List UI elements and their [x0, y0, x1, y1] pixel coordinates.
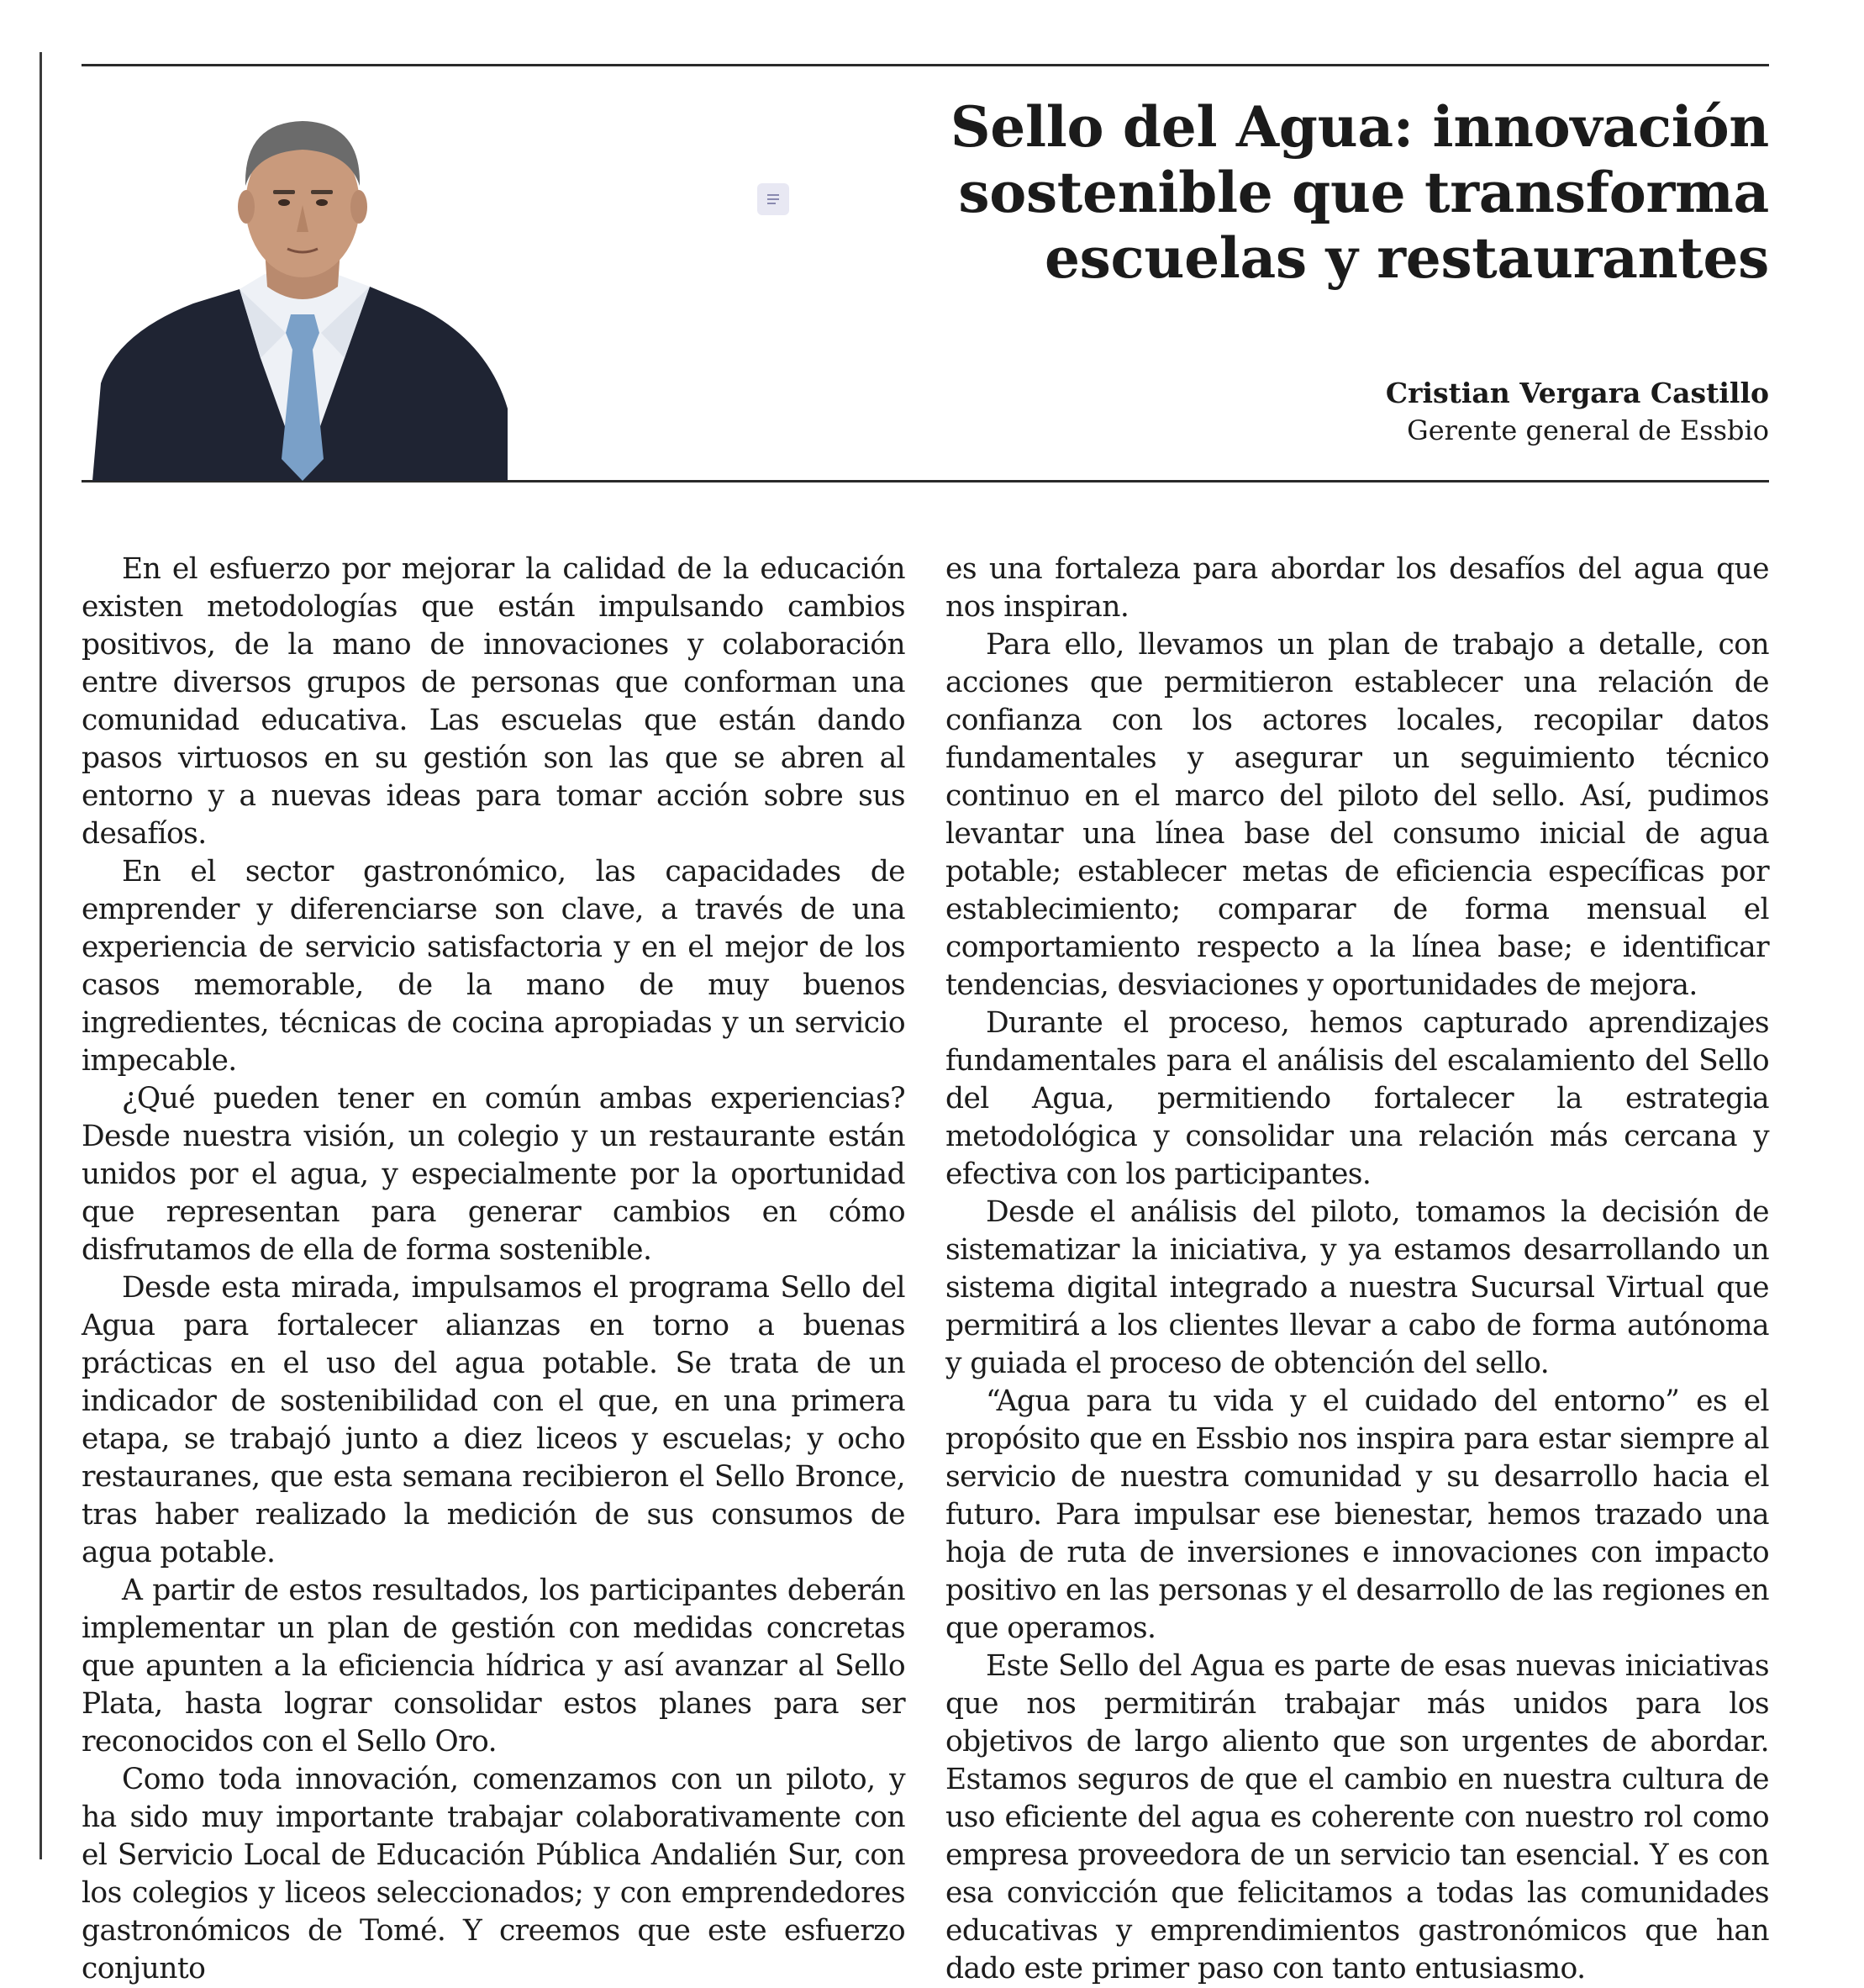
- paragraph: En el esfuerzo por mejorar la calidad de la educación existen metodologías que están impulsando cambios positivos, de la mano de innovaciones y colaboración entre diversos grupos de personas que conforman una comunidad educativa. Las escuelas que están dando pasos virtuosos en su gestión son las que se abren al entorno y a nuevas ideas para tomar acción sobre sus desafíos.: [82, 552, 905, 851]
- article-column-right: [945, 551, 1769, 1988]
- paragraph: Para ello, llevamos un plan de trabajo a detalle, con acciones que permitieron establecer una relación de confianza con los actores locales, recopilar datos fundamentales y asegurar un seguimiento técnico continuo en el marco del piloto del sello. Así, pudimos levantar una línea base del consumo inicial de agua potable; establecer metas de eficiencia específicas por establecimiento; comparar de forma mensual el comportamiento respecto a la línea base; e identificar tendencias, desviaciones y oportunidades de mejora.: [945, 628, 1769, 1002]
- header-top-rule: [82, 64, 1769, 66]
- paragraph: Durante el proceso, hemos capturado aprendizajes fundamentales para el análisis del escalamiento del Sello del Agua, permitiendo fortalecer la estrategia metodológica y consolidar una relación más cercana y efectiva con los participantes.: [945, 1006, 1769, 1191]
- paragraph: ¿Qué pueden tener en común ambas experiencias? Desde nuestra visión, un colegio y un restaurante están unidos por el agua, y especialmente por la oportunidad que representan para generar cambios en cómo disfrutamos de ella de forma sostenible.: [82, 1082, 905, 1267]
- note-icon[interactable]: [757, 183, 789, 215]
- paragraph: Desde el análisis del piloto, tomamos la decisión de sistematizar la iniciativa, y ya estamos desarrollando un sistema digital integrado a nuestra Sucursal Virtual que permitirá a los clientes llevar a cabo de forma autónoma y guiada el proceso de obtención del sello.: [945, 1195, 1769, 1380]
- paragraph-continued: es una fortaleza para abordar los desafíos del agua que nos inspiran.: [945, 552, 1769, 624]
- paragraph: Este Sello del Agua es parte de esas nuevas iniciativas que nos permitirán trabajar más unidos para los objetivos de largo aliento que son urgentes de abordar. Estamos seguros de que el cambio en nuestra cultura de uso eficiente del agua es coherente con nuestro rol como empresa proveedora de un servicio tan esencial. Y es con esa convicción que felicitamos a todas las comunidades educativas y emprendimientos gastronómicos que han dado este primer paso con tanto entusiasmo.: [945, 1649, 1769, 1985]
- paragraph: A partir de estos resultados, los participantes deberán implementar un plan de gestión con medidas concretas que apunten a la eficiencia hídrica y así avanzar al Sello Plata, hasta lograr consolidar estos planes para ser reconocidos con el Sello Oro.: [82, 1574, 905, 1759]
- page-margin-rule: [39, 52, 42, 1859]
- author-photo: [92, 106, 508, 481]
- article-title: Sello del Agua: innovación sostenible que transforma escuelas y restaurantes: [950, 94, 1769, 291]
- author-role: Gerente general de Essbio: [1407, 414, 1769, 446]
- paragraph: Desde esta mirada, impulsamos el programa Sello del Agua para fortalecer alianzas en torno a buenas prácticas en el uso del agua potable. Se trata de un indicador de sostenibilidad con el que, en una primera etapa, se trabajó junto a diez liceos y escuelas; y ocho restauranes, que esta semana recibieron el Sello Bronce, tras haber realizado la medición de sus consumos de agua potable.: [82, 1271, 905, 1569]
- paragraph: En el sector gastronómico, las capacidades de emprender y diferenciarse son clave, a través de una experiencia de servicio satisfactoria y en el mejor de los casos memorable, de la mano de muy buenos ingredientes, técnicas de cocina apropiadas y un servicio impecable.: [82, 855, 905, 1078]
- paragraph: Como toda innovación, comenzamos con un piloto, y ha sido muy importante trabajar colaborativamente con el Servicio Local de Educación Pública Andalién Sur, con los colegios y liceos seleccionados; y con emprendedores gastronómicos de Tomé. Y creemos que este esfuerzo conjunto: [82, 1763, 905, 1985]
- author-name: Cristian Vergara Castillo: [1385, 377, 1769, 409]
- article-column-left: [82, 551, 905, 1988]
- paragraph: “Agua para tu vida y el cuidado del entorno” es el propósito que en Essbio nos inspira para estar siempre al servicio de nuestra comunidad y su desarrollo hacia el futuro. Para impulsar ese bienestar, hemos trazado una hoja de ruta de inversiones e innovaciones con impacto positivo en las personas y el desarrollo de las regiones en que operamos.: [945, 1384, 1769, 1645]
- author-byline: [1386, 375, 1769, 449]
